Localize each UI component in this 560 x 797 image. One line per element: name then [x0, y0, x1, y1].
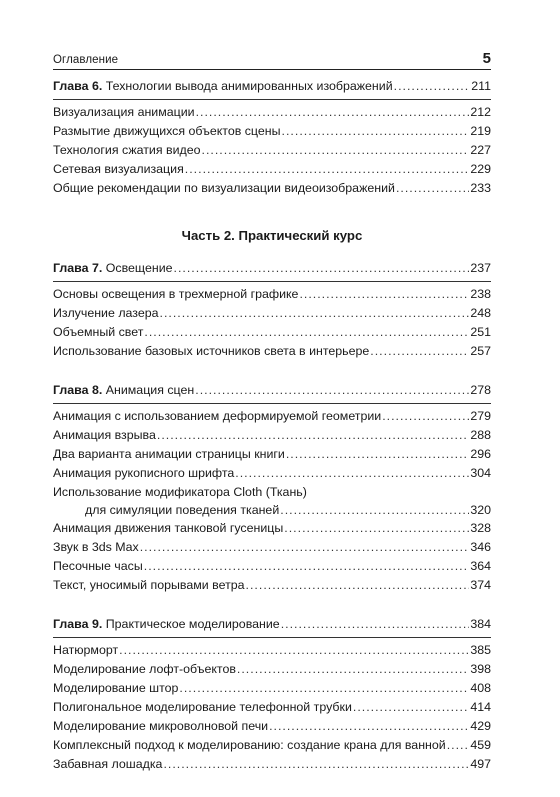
- entry-page: 374: [470, 578, 491, 592]
- chapter-title: Анимация сцен: [105, 383, 195, 397]
- entry-page: 288: [470, 428, 491, 442]
- chapter-entry[interactable]: [53, 615, 491, 634]
- leader-dots: [286, 445, 469, 464]
- leader-dots: [235, 464, 469, 483]
- toc-entry[interactable]: [53, 698, 491, 717]
- leader-dots: [370, 342, 469, 361]
- leader-dots: [396, 179, 469, 198]
- toc-entry[interactable]: [53, 464, 491, 483]
- chapter-page: 384: [470, 617, 491, 631]
- entry-page: 212: [470, 105, 491, 119]
- entry-page: 459: [470, 738, 491, 752]
- leader-dots: [163, 755, 469, 774]
- leader-dots: [140, 538, 470, 557]
- toc-entry[interactable]: [53, 103, 491, 122]
- section-list: [53, 282, 491, 361]
- toc-entry[interactable]: [53, 323, 491, 342]
- entry-page: 257: [470, 344, 491, 358]
- entry-page: 414: [470, 700, 491, 714]
- entry-title: Общие рекомендации по визуализации видеоизображений: [53, 181, 395, 195]
- toc-entry[interactable]: [53, 445, 491, 464]
- entry-title: Технология сжатия видео: [53, 143, 201, 157]
- entry-title: Размытие движущихся объектов сцены: [53, 124, 281, 138]
- entry-title: Полигональное моделирование телефонной трубки: [53, 700, 352, 714]
- leader-dots: [353, 698, 469, 717]
- chapter-page: 278: [470, 383, 491, 397]
- entry-title: Комплексный подход к моделированию: создание крана для ванной: [53, 738, 446, 752]
- leader-dots: [160, 304, 470, 323]
- toc-entry[interactable]: [53, 519, 491, 538]
- entry-title: Анимация взрыва: [53, 428, 156, 442]
- leader-dots: [174, 259, 470, 278]
- entry-page: 238: [470, 287, 491, 301]
- entry-title: Анимация движения танковой гусеницы: [53, 521, 284, 535]
- entry-title: Текст, уносимый порывами ветра: [53, 578, 245, 592]
- entry-page: 408: [470, 681, 491, 695]
- part-title: Часть 2. Практический курс: [181, 228, 363, 243]
- entry-title: Объемный свет: [53, 325, 144, 339]
- entry-page: 385: [470, 643, 491, 657]
- leader-dots: [281, 615, 470, 634]
- toc-entry[interactable]: [53, 557, 491, 576]
- section-list: [53, 100, 491, 198]
- leader-dots: [196, 103, 470, 122]
- toc-entry[interactable]: [53, 660, 491, 679]
- entry-page: 398: [470, 662, 491, 676]
- entry-page: 233: [470, 181, 491, 195]
- toc-entry[interactable]: [53, 755, 491, 774]
- entry-title: Два варианта анимации страницы книги: [53, 447, 285, 461]
- chapter-heading: [53, 374, 491, 404]
- toc-entry[interactable]: [53, 679, 491, 698]
- toc-entry[interactable]: [53, 641, 491, 660]
- entry-page: 248: [470, 306, 491, 320]
- chapter-label: Глава 7.: [53, 261, 103, 275]
- entry-page: 296: [470, 447, 491, 461]
- entry-title: Излучение лазера: [53, 306, 159, 320]
- leader-dots: [179, 679, 469, 698]
- entry-title: Забавная лошадка: [53, 757, 163, 771]
- entry-page: 328: [470, 521, 491, 535]
- toc-entry[interactable]: [53, 122, 491, 141]
- leader-dots: [144, 557, 470, 576]
- toc-entry[interactable]: [53, 538, 491, 557]
- running-header: [53, 48, 491, 70]
- entry-title: Звук в 3ds Max: [53, 540, 139, 554]
- entry-title: Сетевая визуализация: [53, 162, 184, 176]
- section-title: Оглавление: [53, 54, 119, 66]
- toc-entry[interactable]: [53, 407, 491, 426]
- toc-entry[interactable]: [53, 483, 491, 519]
- entry-page: 429: [470, 719, 491, 733]
- toc-entry[interactable]: [53, 141, 491, 160]
- leader-dots: [119, 641, 469, 660]
- entry-page: 227: [470, 143, 491, 157]
- entry-page: 346: [470, 540, 491, 554]
- toc-entry[interactable]: [53, 342, 491, 361]
- leader-dots: [447, 736, 470, 755]
- chapter-label: Глава 8.: [53, 383, 103, 397]
- chapter-entry[interactable]: [53, 259, 491, 278]
- leader-dots: [382, 407, 469, 426]
- chapter-heading: [53, 70, 491, 100]
- entry-title: Натюрморт: [53, 643, 119, 657]
- chapter-title: Практическое моделирование: [105, 617, 280, 631]
- leader-dots: [237, 660, 469, 679]
- toc-page: [53, 48, 491, 774]
- chapter-7: [53, 252, 491, 361]
- toc-entry[interactable]: [53, 576, 491, 595]
- leader-dots: [144, 323, 469, 342]
- chapter-title: Технологии вывода анимированных изображений: [105, 79, 393, 93]
- chapter-page: 237: [470, 261, 491, 275]
- leader-dots: [157, 426, 469, 445]
- chapter-page: 211: [471, 79, 491, 93]
- entry-title: Использование базовых источников света в интерьере: [53, 344, 370, 358]
- leader-dots: [284, 519, 469, 538]
- section-list: [53, 404, 491, 595]
- toc-entry[interactable]: [53, 736, 491, 755]
- entry-title: Песочные часы: [53, 559, 143, 573]
- chapter-title: Освещение: [105, 261, 173, 275]
- leader-dots: [195, 381, 469, 400]
- entry-title: Анимация с использованием деформируемой геометрии: [53, 409, 382, 423]
- leader-dots: [269, 717, 469, 736]
- entry-title: Анимация рукописного шрифта: [53, 466, 235, 480]
- chapter-heading: [53, 252, 491, 282]
- leader-dots: [299, 285, 469, 304]
- leader-dots: [394, 77, 471, 96]
- entry-page: 364: [470, 559, 491, 573]
- leader-dots: [185, 160, 470, 179]
- chapter-label: Глава 9.: [53, 617, 103, 631]
- toc-entry[interactable]: [53, 160, 491, 179]
- entry-page: 251: [470, 325, 491, 339]
- entry-page: 229: [470, 162, 491, 176]
- leader-dots: [202, 141, 470, 160]
- entry-page: 497: [470, 757, 491, 771]
- entry-title: Моделирование лофт-объектов: [53, 662, 236, 676]
- entry-title: Визуализация анимации: [53, 105, 195, 119]
- toc-entry[interactable]: [53, 717, 491, 736]
- chapter-6: [53, 70, 491, 198]
- leader-dots: [282, 122, 470, 141]
- entry-page: 304: [470, 466, 491, 480]
- entry-title: Использование модификатора Cloth (Ткань): [53, 485, 307, 499]
- toc-entry[interactable]: [53, 285, 491, 304]
- entry-page: 320: [470, 503, 491, 517]
- entry-page: 219: [470, 124, 491, 138]
- page-number: 5: [482, 50, 491, 67]
- toc-entry[interactable]: [53, 304, 491, 323]
- entry-title: Моделирование штор: [53, 681, 179, 695]
- entry-title-continued: для симуляции поведения тканей: [85, 503, 280, 517]
- entry-title: Моделирование микроволновой печи: [53, 719, 269, 733]
- chapter-entry[interactable]: [53, 77, 491, 96]
- chapter-label: Глава 6.: [53, 79, 103, 93]
- toc-entry[interactable]: [53, 179, 491, 198]
- leader-dots: [246, 576, 470, 595]
- chapter-heading: [53, 608, 491, 638]
- chapter-8: [53, 374, 491, 595]
- entry-title: Основы освещения в трехмерной графике: [53, 287, 299, 301]
- leader-dots: [280, 501, 469, 519]
- toc-entry[interactable]: [53, 426, 491, 445]
- chapter-9: [53, 608, 491, 774]
- chapter-entry[interactable]: [53, 381, 491, 400]
- entry-page: 279: [470, 409, 491, 423]
- section-list: [53, 638, 491, 774]
